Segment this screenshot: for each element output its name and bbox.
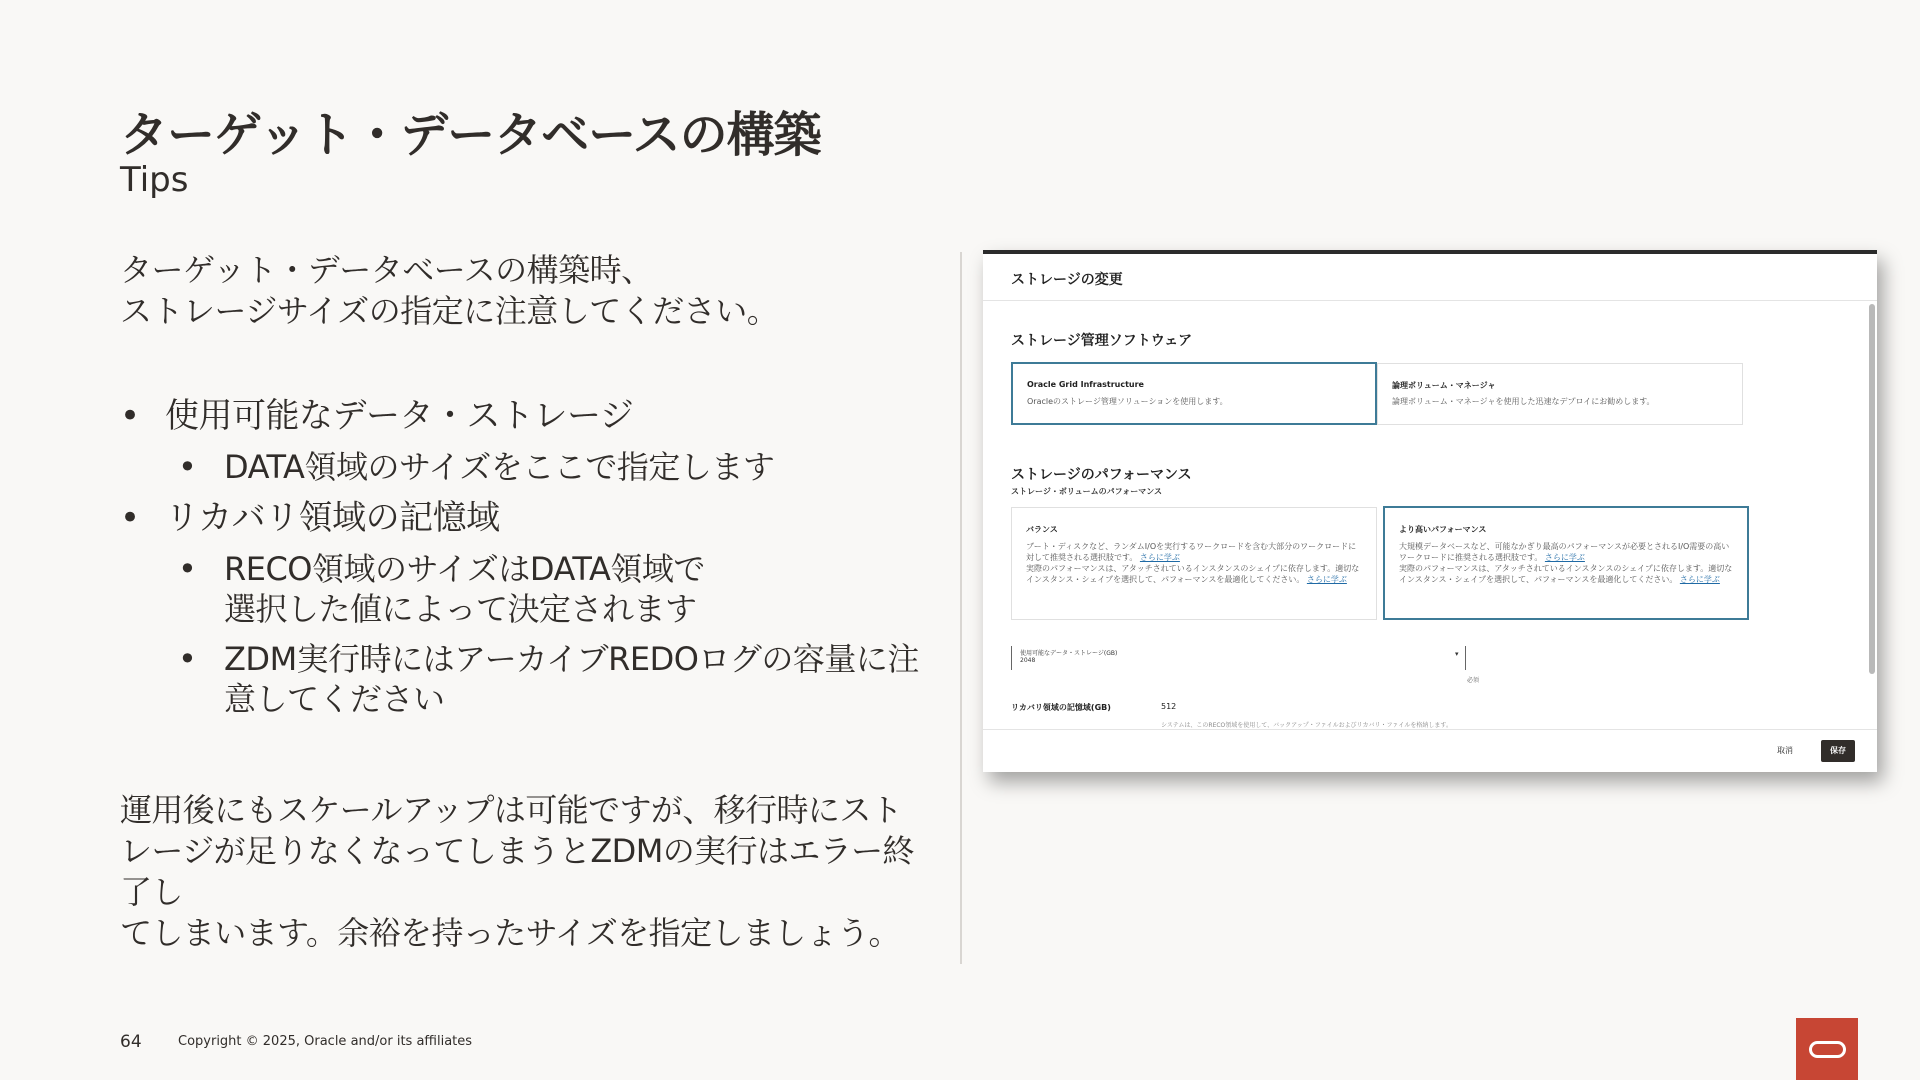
option-desc-text: 大規模データベースなど、可能なかぎり最高のパフォーマンスが必要とされるI/O需要の高いワークロードに推奨される選択肢です。 [1399, 542, 1730, 562]
learn-more-link[interactable]: さらに学ぶ [1139, 553, 1180, 562]
reco-value: 512 [1161, 702, 1177, 711]
oracle-logo-icon [1796, 1018, 1858, 1080]
bullet-text: ZDM実行時にはアーカイブREDOログの容量に注 意してください [224, 640, 919, 718]
dialog-scrollbar[interactable] [1869, 304, 1875, 674]
mgmt-section-title: ストレージ管理ソフトウェア [1011, 333, 1193, 349]
perf-section-title: ストレージのパフォーマンス [1011, 467, 1192, 483]
storage-size-value: 2048 [1020, 657, 1036, 664]
intro-text [120, 250, 920, 332]
storage-required-note: 必須 [1467, 677, 1480, 684]
option-balanced[interactable] [1011, 507, 1377, 620]
slide-subtitle: Tips [120, 160, 189, 200]
slide-title: ターゲット・データベースの構築 [120, 107, 821, 163]
learn-more-link[interactable]: さらに学ぶ [1679, 575, 1720, 584]
intro-line: ストレージサイズの指定に注意してください。 [120, 292, 779, 330]
bullet-item [120, 395, 920, 437]
learn-more-link[interactable]: さらに学ぶ [1306, 575, 1347, 584]
bullet-icon: • [178, 550, 197, 588]
bullet-icon: • [178, 640, 197, 678]
option-higher-performance[interactable] [1383, 506, 1749, 620]
option-desc [1399, 541, 1733, 585]
reco-label: リカバリ領域の記憶域(GB) [1011, 703, 1111, 712]
bullet-text: RECO領域のサイズはDATA領域で 選択した値によって決定されます [224, 550, 705, 628]
bullet-item [120, 497, 920, 539]
bullet-list [120, 395, 920, 729]
option-desc: 論理ボリューム・マネージャを使用した迅速なデプロイにお勧めします。 [1392, 397, 1655, 406]
bullet-text: リカバリ領域の記憶域 [165, 498, 500, 538]
vertical-divider [960, 252, 962, 964]
dialog-title: ストレージの変更 [1011, 272, 1123, 288]
reco-note: システムは、このRECO領域を使用して、バックアップ・ファイルおよびリカバリ・ファイルを格納します。 [1161, 722, 1452, 729]
storage-dialog-screenshot [983, 250, 1877, 772]
closing-line: レージが足りなくなってしまうとZDMの実行はエラー終了し [120, 832, 914, 911]
option-title: Oracle Grid Infrastructure [1027, 380, 1144, 389]
bullet-icon: • [120, 498, 140, 538]
option-desc: Oracleのストレージ管理ソリューションを使用します。 [1027, 397, 1228, 406]
dialog-header [983, 254, 1877, 301]
option-lvm[interactable] [1377, 363, 1743, 425]
option-desc [1026, 541, 1362, 585]
sub-bullet-item [120, 639, 920, 719]
chevron-down-icon: ▾ [1455, 650, 1459, 658]
bullet-text: DATA領域のサイズをここで指定します [224, 448, 775, 486]
copyright: Copyright © 2025, Oracle and/or its affiliates [178, 1034, 473, 1049]
sub-bullet-item [120, 447, 920, 487]
dialog-footer [983, 729, 1877, 772]
storage-size-input[interactable] [1011, 646, 1482, 670]
storage-size-label: 使用可能なデータ・ストレージ(GB) [1020, 650, 1118, 657]
option-desc-text: 実際のパフォーマンスは、アタッチされているインスタンスのシェイプに依存します。適切なインスタンス・シェイプを選択して、パフォーマンスを最適化してください。 [1399, 564, 1733, 584]
closing-line: てしまいます。余裕を持ったサイズを指定しましょう。 [120, 914, 900, 952]
page-number: 64 [120, 1032, 142, 1052]
option-desc-text: ブート・ディスクなど、ランダムI/Oを実行するワークロードを含む大部分のワークロードに対して推奨される選択肢です。 [1026, 542, 1357, 562]
storage-size-stepper[interactable] [1453, 646, 1466, 670]
bullet-icon: • [178, 448, 197, 486]
perf-subtitle: ストレージ・ボリュームのパフォーマンス [1011, 487, 1162, 496]
intro-line: ターゲット・データベースの構築時、 [120, 251, 653, 289]
bullet-text: 使用可能なデータ・ストレージ [165, 396, 634, 436]
option-desc-text: 実際のパフォーマンスは、アタッチされているインスタンスのシェイプに依存します。適切なインスタンス・シェイプを選択して、パフォーマンスを最適化してください。 [1026, 564, 1360, 584]
option-title: バランス [1026, 525, 1058, 534]
save-button[interactable]: 保存 [1821, 740, 1855, 762]
closing-text [120, 790, 920, 954]
oracle-ring-icon [1809, 1041, 1846, 1058]
option-title: 論理ボリューム・マネージャ [1392, 381, 1496, 390]
closing-line: 運用後にもスケールアップは可能ですが、移行時にスト [120, 791, 903, 829]
option-title: より高いパフォーマンス [1399, 525, 1487, 534]
option-grid-infrastructure[interactable] [1011, 362, 1377, 425]
cancel-button[interactable]: 取消 [1777, 746, 1793, 755]
bullet-icon: • [120, 396, 140, 436]
sub-bullet-item [120, 549, 920, 629]
learn-more-link[interactable]: さらに学ぶ [1544, 553, 1585, 562]
